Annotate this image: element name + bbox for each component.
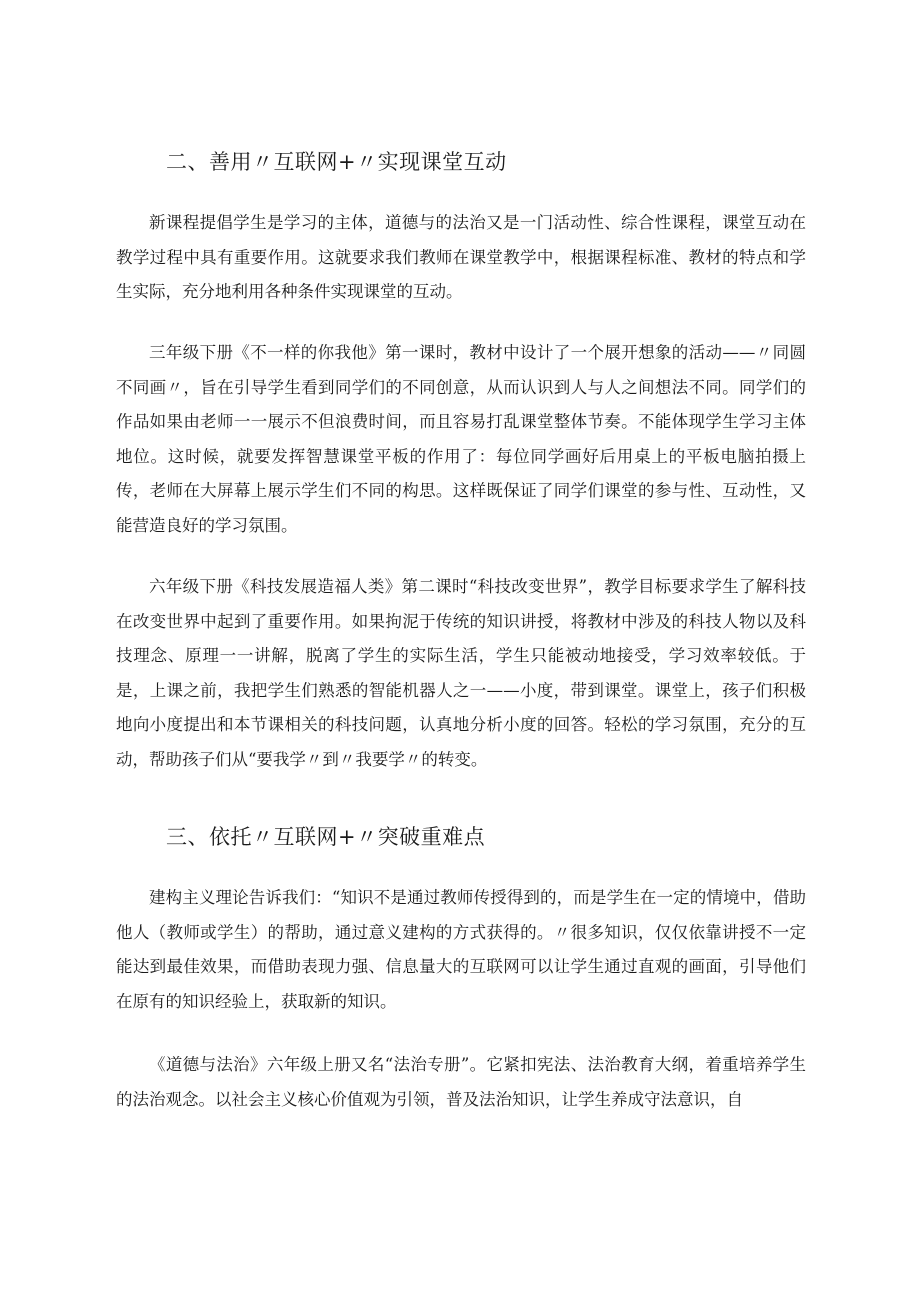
paragraph-interaction-intro: 新课程提倡学生是学习的主体，道德与的法治又是一门活动性、综合性课程，课堂互动在教学过程中具有重要作用。这就要求我们教师在课堂教学中，根据课程标准、教材的特点和学生实际，充分地利用各种条件实现课堂的互动。 (116, 213, 806, 302)
paragraph-law-volume: 《道德与法治》六年级上册又名“法治专册”。它紧扣宪法、法治教育大纲，着重培养学生的法治观念。以社会主义核心价值观为引领，普及法治知识，让学生养成守法意识，自 (116, 1055, 806, 1109)
section-heading-3: 三、依托〃互联网+〃突破重难点 (166, 825, 486, 849)
paragraph-grade3-example: 三年级下册《不一样的你我他》第一课时，教材中设计了一个展开想象的活动——〃同圆不同画〃，旨在引导学生看到同学们的不同创意，从而认识到人与人之间想法不同。同学们的作品如果由老师一一展示不但浪费时间，而且容易打乱课堂整体节奏。不能体现学生学习主体地位。这时候，就要发挥智慧课堂平板的作用了：每位同学画好后用桌上的平板电脑拍摄上传，老师在大屏幕上展示学生们不同的构思。这样既保证了同学们课堂的参与性、互动性，又能营造良好的学习氛围。 (116, 343, 806, 535)
paragraph-constructivism: 建构主义理论告诉我们：“知识不是通过教师传授得到的，而是学生在一定的情境中，借助他人（教师或学生）的帮助，通过意义建构的方式获得的。〃很多知识，仅仅依靠讲授不一定能达到最佳效果，而借助表现力强、信息量大的互联网可以让学生通过直观的画面，引导他们在原有的知识经验上，获取新的知识。 (116, 888, 806, 1011)
section-heading-2: 二、善用〃互联网+〃实现课堂互动 (166, 150, 507, 174)
paragraph-grade6-example: 六年级下册《科技发展造福人类》第二课时“科技改变世界”，教学目标要求学生了解科技在改变世界中起到了重要作用。如果拘泥于传统的知识讲授，将教材中涉及的科技人物以及科技理念、原理一一讲解，脱离了学生的实际生活，学生只能被动地接受，学习效率较低。于是，上课之前，我把学生们熟悉的智能机器人之一——小度，带到课堂。课堂上，孩子们积极地向小度提出和本节课相关的科技问题，认真地分析小度的回答。轻松的学习氛围，充分的互动，帮助孩子们从“要我学〃到〃我要学〃的转变。 (116, 577, 806, 769)
